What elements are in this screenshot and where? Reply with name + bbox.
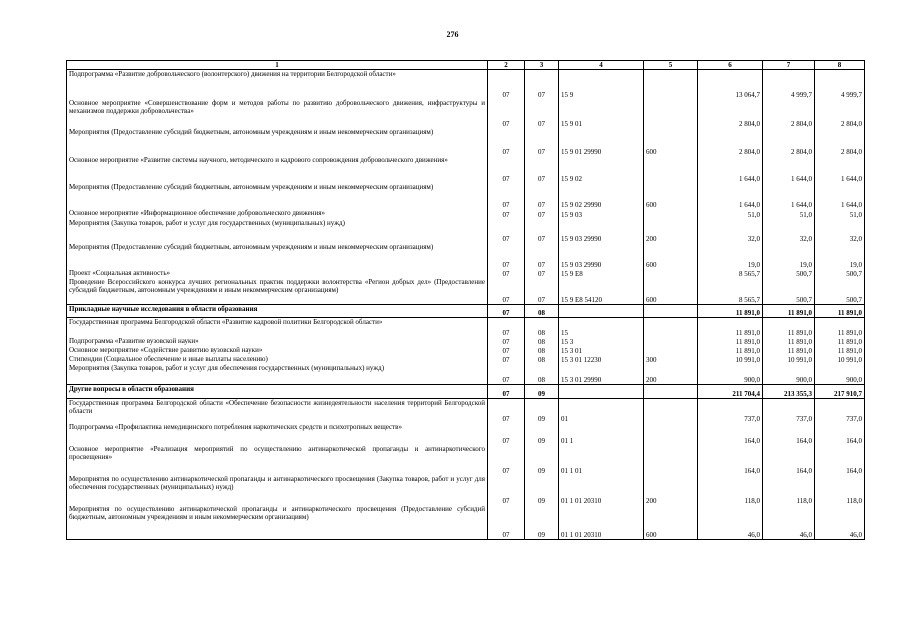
row-amount-col8: 10 991,0 (815, 355, 865, 364)
row-amount-col6: 8 565,7 (698, 269, 763, 278)
row-amount-col8: 500,7 (815, 269, 865, 278)
row-description: Стипендии (Социальное обеспечение и иные выплаты населению) (67, 355, 488, 364)
row-target-code: 15 9 02 29990 (559, 183, 644, 209)
row-amount-col8: 2 804,0 (815, 128, 865, 156)
row-amount-col7: 500,7 (763, 278, 815, 305)
row-amount-col7: 1 644,0 (763, 156, 815, 183)
row-expense-type (644, 346, 698, 355)
row-amount-col8: 1 644,0 (815, 183, 865, 209)
row-subsection: 08 (525, 337, 559, 346)
row-amount-col7: 164,0 (763, 445, 815, 475)
row-target-code: 15 (559, 318, 644, 338)
row-amount-col8: 737,0 (815, 399, 865, 424)
table-row (67, 385, 865, 399)
row-amount-col6: 51,0 (698, 209, 763, 219)
row-amount-col8: 51,0 (815, 209, 865, 219)
row-expense-type: 200 (644, 364, 698, 385)
row-description: Другие вопросы в области образования (67, 385, 488, 399)
row-subsection: 07 (525, 128, 559, 156)
row-target-code: 01 1 01 20310 (559, 505, 644, 540)
row-target-code: 15 3 01 29990 (559, 364, 644, 385)
row-target-code: 15 3 (559, 337, 644, 346)
row-target-code: 01 1 (559, 423, 644, 445)
row-expense-type (644, 423, 698, 445)
table-row (67, 445, 865, 475)
row-subsection: 07 (525, 209, 559, 219)
row-expense-type (644, 70, 698, 100)
row-section: 07 (488, 183, 525, 209)
row-amount-col6: 11 891,0 (698, 337, 763, 346)
row-target-code: 15 9 03 (559, 209, 644, 219)
row-subsection: 07 (525, 99, 559, 128)
row-section: 07 (488, 209, 525, 219)
row-target-code (559, 305, 644, 318)
header-cell-1: 1 (67, 61, 488, 70)
row-amount-col6: 11 891,0 (698, 305, 763, 318)
row-description: Основное мероприятие «Развитие системы научного, методического и кадрового сопровождения добровольческого движения» (67, 156, 488, 183)
row-description: Основное мероприятие «Содействие развитию вузовской науки» (67, 346, 488, 355)
row-description: Мероприятия (Закупка товаров, работ и услуг для обеспечения государственных (муниципальных) нужд) (67, 364, 488, 385)
table-row (67, 156, 865, 183)
row-section: 07 (488, 475, 525, 505)
row-subsection: 07 (525, 156, 559, 183)
row-amount-col6: 2 804,0 (698, 99, 763, 128)
row-description: Основное мероприятие «Информационное обеспечение добровольческого движения» (67, 209, 488, 219)
row-description: Проведение Всероссийского конкурса лучших региональных практик поддержки волонтерства «Регион добрых дел» (Предоставление субсидий бюджетным, автономным учреждениям и иным некоммерческим организациям) (67, 278, 488, 305)
table-row (67, 337, 865, 346)
row-description: Мероприятия (Предоставление субсидий бюджетным, автономным учреждениям и иным некоммерческим организациям) (67, 128, 488, 156)
table-row (67, 364, 865, 385)
table-row (67, 305, 865, 318)
row-amount-col8: 164,0 (815, 423, 865, 445)
row-description: Основное мероприятие «Реализация мероприятий по осуществлению антинаркотической пропаганды и антинаркотического просвещения» (67, 445, 488, 475)
table-row (67, 475, 865, 505)
row-amount-col8: 900,0 (815, 364, 865, 385)
table-row (67, 318, 865, 338)
row-description: Мероприятия по осуществлению антинаркотической пропаганды и антинаркотического просвещения (Закупка товаров, работ и услуг для обеспечения государственных (муниципальных) нужд) (67, 475, 488, 505)
row-description: Основное мероприятие «Совершенствование форм и методов работы по развитию добровольческого движения, инфраструктуры и механизмов поддержки добровольчества» (67, 99, 488, 128)
header-cell-8: 8 (815, 61, 865, 70)
row-expense-type (644, 209, 698, 219)
row-expense-type (644, 99, 698, 128)
row-description: Мероприятия (Предоставление субсидий бюджетным, автономным учреждениям и иным некоммерческим организациям) (67, 243, 488, 269)
header-cell-3: 3 (525, 61, 559, 70)
row-target-code: 15 9 E8 54120 (559, 278, 644, 305)
row-target-code: 15 3 01 12230 (559, 355, 644, 364)
row-target-code: 15 9 03 29990 (559, 243, 644, 269)
budget-table (66, 60, 865, 540)
row-amount-col6: 10 991,0 (698, 355, 763, 364)
row-section: 07 (488, 364, 525, 385)
row-amount-col8: 118,0 (815, 475, 865, 505)
table-row (67, 399, 865, 424)
row-amount-col7: 10 991,0 (763, 355, 815, 364)
row-section: 07 (488, 243, 525, 269)
row-section: 07 (488, 305, 525, 318)
row-target-code: 15 9 01 (559, 99, 644, 128)
row-expense-type (644, 445, 698, 475)
row-subsection: 07 (525, 70, 559, 100)
row-description: Проект «Социальная активность» (67, 269, 488, 278)
header-cell-2: 2 (488, 61, 525, 70)
row-amount-col6: 164,0 (698, 445, 763, 475)
row-expense-type (644, 269, 698, 278)
row-amount-col8: 4 999,7 (815, 70, 865, 100)
row-subsection: 09 (525, 423, 559, 445)
row-subsection: 09 (525, 475, 559, 505)
row-subsection: 07 (525, 278, 559, 305)
row-subsection: 08 (525, 355, 559, 364)
row-target-code: 01 (559, 399, 644, 424)
row-amount-col6: 19,0 (698, 243, 763, 269)
table-row (67, 209, 865, 219)
row-amount-col6: 8 565,7 (698, 278, 763, 305)
row-description: Подпрограмма «Развитие добровольческого (волонтерского) движения на территории Белгородской области» (67, 70, 488, 100)
row-amount-col8: 11 891,0 (815, 337, 865, 346)
row-description: Прикладные научные исследования в области образования (67, 305, 488, 318)
row-expense-type (644, 156, 698, 183)
row-section: 07 (488, 423, 525, 445)
row-amount-col7: 46,0 (763, 505, 815, 540)
row-amount-col7: 118,0 (763, 475, 815, 505)
row-subsection: 07 (525, 219, 559, 243)
row-expense-type: 600 (644, 505, 698, 540)
row-section: 07 (488, 219, 525, 243)
table-row (67, 219, 865, 243)
row-subsection: 09 (525, 399, 559, 424)
row-section: 07 (488, 278, 525, 305)
row-description: Мероприятия (Закупка товаров, работ и услуг для государственных (муниципальных) нужд) (67, 219, 488, 243)
row-description: Подпрограмма «Профилактика немедицинского потребления наркотических средств и психотропных веществ» (67, 423, 488, 445)
row-amount-col7: 11 891,0 (763, 346, 815, 355)
row-expense-type: 200 (644, 475, 698, 505)
header-row (67, 61, 865, 70)
row-subsection: 09 (525, 445, 559, 475)
row-target-code: 15 9 01 29990 (559, 128, 644, 156)
row-section: 07 (488, 399, 525, 424)
row-section: 07 (488, 99, 525, 128)
row-expense-type: 300 (644, 355, 698, 364)
row-amount-col6: 900,0 (698, 364, 763, 385)
row-amount-col7: 51,0 (763, 209, 815, 219)
row-section: 07 (488, 346, 525, 355)
row-amount-col7: 4 999,7 (763, 70, 815, 100)
row-expense-type: 600 (644, 128, 698, 156)
table-row (67, 355, 865, 364)
header-cell-5: 5 (644, 61, 698, 70)
row-target-code: 15 9 03 29990 (559, 219, 644, 243)
row-target-code: 01 1 01 20310 (559, 475, 644, 505)
row-amount-col8: 217 910,7 (815, 385, 865, 399)
row-amount-col6: 11 891,0 (698, 346, 763, 355)
row-expense-type (644, 318, 698, 338)
row-expense-type: 600 (644, 183, 698, 209)
row-expense-type: 600 (644, 243, 698, 269)
row-amount-col6: 1 644,0 (698, 156, 763, 183)
row-amount-col7: 32,0 (763, 219, 815, 243)
row-expense-type: 600 (644, 278, 698, 305)
row-amount-col6: 118,0 (698, 475, 763, 505)
header-cell-4: 4 (559, 61, 644, 70)
row-amount-col7: 11 891,0 (763, 318, 815, 338)
row-amount-col8: 1 644,0 (815, 156, 865, 183)
row-amount-col8: 164,0 (815, 445, 865, 475)
row-amount-col6: 46,0 (698, 505, 763, 540)
row-description: Государственная программа Белгородской области «Обеспечение безопасности жизнедеятельности населения территорий Белгородской области (67, 399, 488, 424)
row-amount-col8: 11 891,0 (815, 318, 865, 338)
table-row (67, 128, 865, 156)
row-subsection: 08 (525, 318, 559, 338)
table-row (67, 99, 865, 128)
row-amount-col7: 737,0 (763, 399, 815, 424)
table-row (67, 346, 865, 355)
row-expense-type (644, 399, 698, 424)
table-row (67, 423, 865, 445)
row-amount-col6: 32,0 (698, 219, 763, 243)
row-amount-col6: 2 804,0 (698, 128, 763, 156)
row-subsection: 07 (525, 269, 559, 278)
row-subsection: 08 (525, 346, 559, 355)
row-expense-type (644, 305, 698, 318)
row-section: 07 (488, 269, 525, 278)
row-amount-col6: 1 644,0 (698, 183, 763, 209)
row-amount-col7: 900,0 (763, 364, 815, 385)
row-amount-col7: 11 891,0 (763, 337, 815, 346)
row-subsection: 07 (525, 243, 559, 269)
row-amount-col7: 500,7 (763, 269, 815, 278)
row-amount-col8: 19,0 (815, 243, 865, 269)
row-section: 07 (488, 128, 525, 156)
page-number: 276 (446, 30, 459, 39)
row-section: 07 (488, 505, 525, 540)
row-target-code: 01 1 01 (559, 445, 644, 475)
row-expense-type (644, 337, 698, 346)
row-target-code: 15 9 02 (559, 156, 644, 183)
row-amount-col7: 1 644,0 (763, 183, 815, 209)
row-amount-col8: 32,0 (815, 219, 865, 243)
row-amount-col7: 164,0 (763, 423, 815, 445)
row-target-code (559, 385, 644, 399)
row-subsection: 07 (525, 183, 559, 209)
row-description: Мероприятия (Предоставление субсидий бюджетным, автономным учреждениям и иным некоммерческим организациям) (67, 183, 488, 209)
row-amount-col7: 11 891,0 (763, 305, 815, 318)
row-target-code: 15 3 01 (559, 346, 644, 355)
row-section: 07 (488, 318, 525, 338)
row-section: 07 (488, 385, 525, 399)
row-amount-col8: 11 891,0 (815, 305, 865, 318)
row-subsection: 08 (525, 305, 559, 318)
row-expense-type (644, 385, 698, 399)
table-row (67, 269, 865, 278)
table-row (67, 243, 865, 269)
row-amount-col6: 737,0 (698, 399, 763, 424)
header-cell-7: 7 (763, 61, 815, 70)
row-amount-col8: 11 891,0 (815, 346, 865, 355)
row-subsection: 09 (525, 385, 559, 399)
table-row (67, 278, 865, 305)
row-subsection: 09 (525, 505, 559, 540)
row-description: Подпрограмма «Развитие вузовской науки» (67, 337, 488, 346)
row-amount-col8: 500,7 (815, 278, 865, 305)
row-amount-col6: 13 064,7 (698, 70, 763, 100)
row-section: 07 (488, 355, 525, 364)
row-subsection: 08 (525, 364, 559, 385)
row-amount-col7: 2 804,0 (763, 99, 815, 128)
row-amount-col7: 2 804,0 (763, 128, 815, 156)
row-amount-col8: 2 804,0 (815, 99, 865, 128)
row-amount-col7: 19,0 (763, 243, 815, 269)
row-description: Мероприятия по осуществлению антинаркотической пропаганды и антинаркотического просвещения (Предоставление субсидий бюджетным, автономным учреждениям и иным некоммерческим организациям) (67, 505, 488, 540)
row-section: 07 (488, 445, 525, 475)
row-section: 07 (488, 70, 525, 100)
row-amount-col6: 11 891,0 (698, 318, 763, 338)
table-row (67, 183, 865, 209)
row-section: 07 (488, 337, 525, 346)
table-row (67, 70, 865, 100)
row-amount-col7: 213 355,3 (763, 385, 815, 399)
row-amount-col6: 164,0 (698, 423, 763, 445)
row-amount-col6: 211 704,4 (698, 385, 763, 399)
row-target-code: 15 9 E8 (559, 269, 644, 278)
row-description: Государственная программа Белгородской области «Развитие кадровой политики Белгородской области» (67, 318, 488, 338)
row-section: 07 (488, 156, 525, 183)
row-expense-type: 200 (644, 219, 698, 243)
header-cell-6: 6 (698, 61, 763, 70)
row-target-code: 15 9 (559, 70, 644, 100)
table-body (67, 70, 865, 540)
row-amount-col8: 46,0 (815, 505, 865, 540)
table-row (67, 505, 865, 540)
